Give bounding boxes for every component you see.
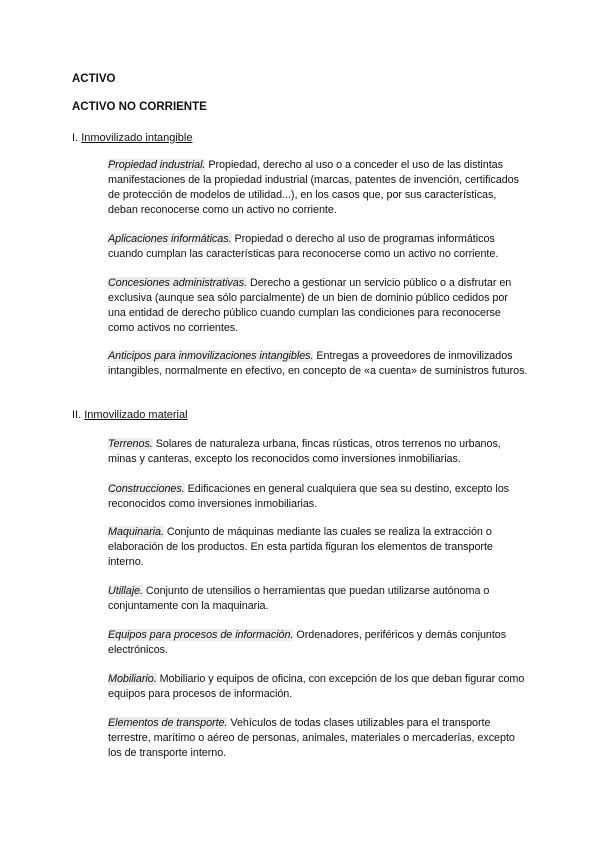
entry-term: Aplicaciones informáticas. <box>108 233 232 245</box>
entry-term: Terrenos. <box>108 438 153 450</box>
entry-equipos-informacion <box>108 628 528 658</box>
section-number: II. <box>72 409 82 421</box>
entry-propiedad-industrial <box>108 158 528 218</box>
entry-concesiones-administrativas <box>108 276 528 336</box>
section-number: I. <box>72 132 79 144</box>
entry-text: Ordenadores, periféricos y demás conjuntos electrónicos. <box>108 629 507 656</box>
entry-term: Equipos para procesos de información. <box>108 629 294 641</box>
section-heading-intangible <box>72 131 192 145</box>
entry-term: Concesiones administrativas. <box>108 277 248 289</box>
entry-term: Anticipos para inmovilizaciones intangibles. <box>108 350 314 362</box>
entry-text: Propiedad o derecho al uso de programas informáticos cuando cumplan las características para reconocerse como un activo no corriente. <box>108 233 499 260</box>
entry-term: Mobiliario. <box>108 673 157 685</box>
entry-term: Utillaje. <box>108 585 143 597</box>
entry-text: Edificaciones en general cualquiera que sea su destino, excepto los reconocidos como inversiones inmobiliarias. <box>108 483 509 510</box>
entry-utillaje <box>108 584 528 614</box>
entry-mobiliario <box>108 672 528 702</box>
entry-aplicaciones-informaticas <box>108 232 528 262</box>
entry-text: Conjunto de utensilios o herramientas que puedan utilizarse autónoma o conjuntamente con la maquinaria. <box>108 585 490 612</box>
entry-terrenos <box>108 437 528 467</box>
entry-term: Propiedad industrial. <box>108 159 206 171</box>
entry-term: Elementos de transporte. <box>108 717 228 729</box>
entry-text: Conjunto de máquinas mediante las cuales se realiza la extracción o elaboración de los productos. En esta partida figuran los elementos de transporte interno. <box>108 526 493 568</box>
heading-activo-no-corriente: ACTIVO NO CORRIENTE <box>72 101 207 113</box>
entry-text: Derecho a gestionar un servicio público o a disfrutar en exclusiva (aunque sea sólo parcialmente) de un bien de dominio público cedidos por una entidad de derecho público cuando cumplan las condiciones para reconocerse como activos no corrientes. <box>108 277 512 334</box>
entry-text: Vehículos de todas clases utilizables para el transporte terrestre, marítimo o aéreo de personas, animales, materiales o mercaderías, excepto los de transporte interno. <box>108 717 515 759</box>
entry-term: Construcciones. <box>108 483 185 495</box>
entry-anticipos <box>108 349 528 379</box>
entry-term: Maquinaria. <box>108 526 164 538</box>
section-heading-material <box>72 408 188 422</box>
section-title: Inmovilizado material <box>84 409 188 421</box>
entry-construcciones <box>108 482 528 512</box>
section-title: Inmovilizado intangible <box>81 132 193 144</box>
entry-text: Mobiliario y equipos de oficina, con excepción de los que deban figurar como equipos para procesos de información. <box>108 673 525 700</box>
entry-elementos-transporte <box>108 716 528 761</box>
entry-maquinaria <box>108 525 528 570</box>
entry-text: Entregas a proveedores de inmovilizados intangibles, normalmente en efectivo, en concepto de «a cuenta» de suministros futuros. <box>108 350 528 377</box>
entry-text: Propiedad, derecho al uso o a conceder el uso de las distintas manifestaciones de la propiedad industrial (marcas, patentes de invención, certificados de protección de modelos de utilidad...), en los casos que, por sus características, deban reconocerse como un activo no corriente. <box>108 159 519 216</box>
heading-activo: ACTIVO <box>72 73 116 85</box>
entry-text: Solares de naturaleza urbana, fincas rústicas, otros terrenos no urbanos, minas y canteras, excepto los reconocidos como inversiones inmobiliarias. <box>108 438 501 465</box>
